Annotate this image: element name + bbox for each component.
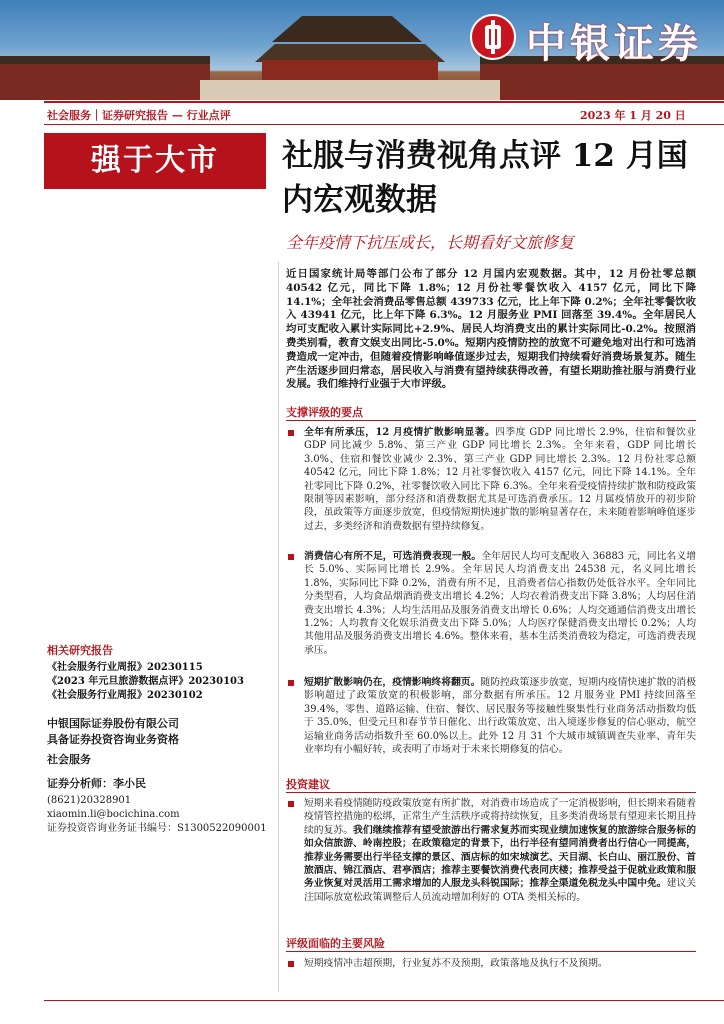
company-info xyxy=(47,716,277,748)
building-wall-right xyxy=(480,64,724,100)
bullet-icon xyxy=(288,430,294,436)
palace-roof-upper xyxy=(272,16,422,42)
related-report-link[interactable]: 《社会服务行业周报》20230102 xyxy=(47,690,203,701)
report-category: 社会服务｜证券研究报告 — 行业点评 xyxy=(47,109,231,122)
support-item-text: 全年居民人均可支配收入 36883 元，同比名义增长 5.0%、实际同比增长 2.9%。全年居民人均消费支出 24538 元，名义同比增长 1.8%，实际同比下降 0.2%，消费有所不足，且消费者信心指数仍处低谷水平。全年同比分类型看，人均食品烟酒消费支出增长 4.2%；人均衣着消费支出下降 3.8%；人均居住消费支出增长 4.3%；人均生活用品及服务消费支出增长 0.6%；人均交通通信消费支出增长 1.2%；人均教育文化娱乐消费支出下降 5.0%；人均医疗保健消费支出增长 0.2%；人均其他用品及服务消费支出增长 4.6%。整体来看，基本生活类消费较为稳定，可选消费表现承压。 xyxy=(304,551,696,656)
analyst-phone: (8621)20328901 xyxy=(47,795,132,806)
support-item-text: 四季度 GDP 同比增长 2.9%，住宿和餐饮业 GDP 同比减少 5.8%、第三产业 GDP 同比增长 2.3%。全年来看，GDP 同比增长 3.0%、住宿和餐饮业减少 2.3%、第三产业 GDP 同比增长 2.3%。12 月份社零总额 40542 亿元，同比下降 1.8%；12 月社零餐饮收入 4157 亿元，同比下降 14.1%。全年社零同比下降 0.2%，社零餐饮收入同比下降 6.3%。全年来看受疫情持续扩散和防疫政策限制等因素影响，部分经济和消费数据尤其是可选消费承压。12 月属疫情放开的初步阶段，虽政策等方面逐步放宽，但疫情短期快速扩散的影响显著存在，未来随着影响峰值逐步过去，多类经济和消费数据有望持续修复。 xyxy=(304,427,696,532)
page-title: 社服与消费视角点评 12 月国内宏观数据 xyxy=(282,138,688,218)
bullet-icon xyxy=(288,554,294,560)
column-divider xyxy=(278,262,279,992)
invest-item-text: 短期来看疫情随防疫政策放宽有所扩散，对消费市场造成了一定消极影响，但长期来看随着疫情管控措施的松绑，正常生产生活秩序或将持续恢复，且多类消费场景有望迎来长期且持续的复苏。 xyxy=(304,798,696,836)
bullet-icon xyxy=(288,680,294,686)
risk-item-text: 短期疫情冲击超预期，行业复苏不及预期，政策落地及执行不及预期。 xyxy=(304,958,608,969)
company-qualification: 具备证券投资咨询业务资格 xyxy=(47,733,179,746)
bank-of-china-logo-icon xyxy=(470,14,516,60)
invest-item-tail: 建议关注国际放宽松政策调整后人员流动增加利好的 OTA 类相关标的。 xyxy=(304,878,697,903)
section-rule xyxy=(286,951,696,952)
related-reports-heading: 相关研究报告 xyxy=(47,644,113,657)
support-item-text: 随防控政策逐步放宽，短期内疫情快速扩散的消极影响超过了政策放宽的积极影响，部分数据有所承压。12 月服务业 PMI 持续回落至 39.4%，零售、道路运输、住宿、餐饮、居民服务等接触性聚集性行业商务活动指数均低于 35.0%，但受元旦和春节节日催化、出行政策放宽、出入境逐步修复的信心驱动，航空运输业商务活动指数升至 60.0%以上。此外 12 月 31 个大城市城镇调查失业率、青年失业率均有小幅好转，或表明了市场对于未来长期修复的信心。 xyxy=(304,677,697,756)
rating-badge: 强于大市 xyxy=(44,133,266,189)
palace-hall xyxy=(262,60,438,80)
section-heading-invest: 投资建议 xyxy=(286,778,330,791)
related-report-link[interactable]: 《2023 年元旦旅游数据点评》20230103 xyxy=(47,676,244,687)
support-item-lead: 短期扩散影响仍在，疫情影响终将翻页。 xyxy=(304,677,481,688)
brand-logo xyxy=(466,8,716,66)
footer-rule xyxy=(44,1000,724,1001)
risk-item xyxy=(286,957,696,970)
invest-item xyxy=(286,797,696,904)
building-wall-left xyxy=(0,64,210,100)
support-item-lead: 全年有所承压，12 月疫情扩散影响显著。 xyxy=(304,427,496,438)
support-item xyxy=(286,550,696,657)
header-rule-bottom xyxy=(44,124,724,125)
support-item xyxy=(286,426,696,533)
palace-platform xyxy=(200,80,500,100)
intro-paragraph: 近日国家统计局等部门公布了部分 12 月国内宏观数据。其中，12 月份社零总额 40542 亿元，同比下降 1.8%；12 月份社零餐饮收入 4157 亿元，同比下降 14.1%；全年社会消费品零售总额 439733 亿元，比上年下降 0.2%；全年社零餐饮收入 43941 亿元，比上年下降 6.3%。12 月服务业 PMI 回落至 39.4%。全年居民人均可支配收入累计实际同比+2.9%、居民人均消费支出的累计实际同比-0.2%。按照消费类别看，教育文娱支出同比-5.0%。短期内疫情防控的放宽不可避免地对出行和可选消费造成一定冲击，但随着疫情影响峰值逐步过去，短期我们持续看好消费场景复苏。随生产生活逐步回归常态，居民收入与消费有望持续获得改善，有望长期助推社服与消费行业发展。我们维持行业强于大市评级。 xyxy=(286,268,696,391)
bullet-icon xyxy=(288,801,294,807)
support-item xyxy=(286,676,696,756)
analyst-license: 证券投资咨询业务证书编号：S1300522090001 xyxy=(47,823,267,834)
invest-item-bold: 我们继续推荐有望受旅游出行需求复苏而实现业绩加速恢复的旅游综合服务标的如众信旅游、岭南控股；在政策稳定的背景下，出行半径有望同消费者出行信心一同提高，推荐业务需要出行半径支撑的景区、酒店标的如宋城演艺、天目湖、长白山、丽江股份、首旅酒店、锦江酒店、君亭酒店；推荐主要餐饮消费代表同庆楼；推荐受益于促就业政策和服务业恢复对灵活用工需求增加的人服龙头科锐国际；推荐全渠道免税龙头中国中免。 xyxy=(304,824,697,890)
company-name: 中银国际证券股份有限公司 xyxy=(47,717,179,730)
section-heading-risk: 评级面临的主要风险 xyxy=(286,937,385,950)
page-subtitle: 全年疫情下抗压成长，长期看好文旅修复 xyxy=(286,233,575,252)
report-date: 2023 年 1 月 20 日 xyxy=(580,109,686,122)
analyst-name: 证券分析师：李小民 xyxy=(47,777,146,790)
header-banner xyxy=(0,0,724,100)
related-report-link[interactable]: 《社会服务行业周报》20230115 xyxy=(47,662,203,673)
bullet-icon xyxy=(288,961,294,967)
section-rule xyxy=(286,420,696,421)
support-item-lead: 消费信心有所不足，可选消费表现一般。 xyxy=(304,551,482,562)
section-rule xyxy=(286,792,696,793)
related-reports xyxy=(47,642,277,703)
brand-name: 中银证券 xyxy=(526,21,702,67)
header-rule xyxy=(44,101,724,103)
analyst-contact xyxy=(47,794,267,836)
sector-label: 社会服务 xyxy=(47,753,91,766)
section-heading-support: 支撑评级的要点 xyxy=(286,406,363,419)
analyst-email[interactable]: xiaomin.li@bocichina.com xyxy=(47,809,180,820)
